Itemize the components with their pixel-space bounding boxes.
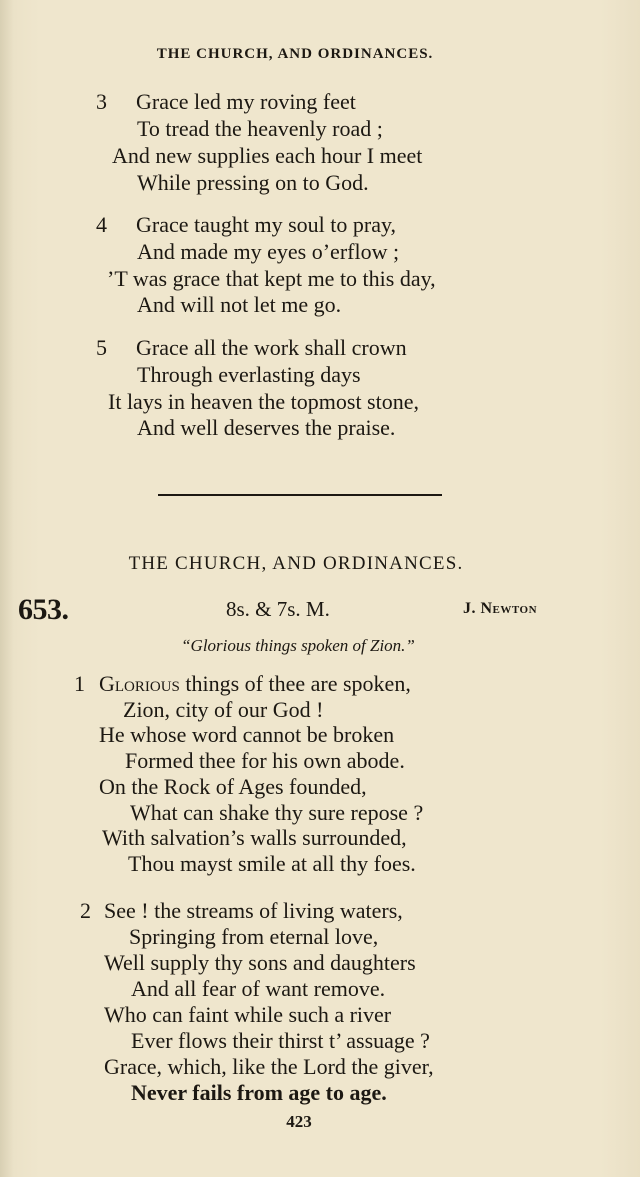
verse-line [99,671,411,697]
page-number: 423 [286,1112,312,1131]
verse-line: And will not let me go. [137,292,342,317]
verse-number: 5 [96,335,107,360]
verse-line: Grace led my roving feet [136,89,356,114]
verse-line: What can shake thy sure repose ? [130,800,424,825]
hymn-number: 653. [18,593,69,626]
verse-line: Springing from eternal love, [129,924,379,949]
verse-line: And new supplies each hour I meet [112,143,423,168]
verse-first-word: Glorious [99,671,180,696]
verse-line: Grace all the work shall crown [136,335,407,360]
verse-number: 3 [96,89,107,114]
verse-line: While pressing on to God. [137,170,369,195]
hymn-meter: 8s. & 7s. M. [226,597,330,621]
verse-number: 2 [80,898,91,923]
hymn-author: J. Newton [463,600,538,617]
verse-line: Grace, which, like the Lord the giver, [104,1054,434,1079]
verse-first-rest: things of thee are spoken, [179,671,411,696]
verse-line: Grace taught my soul to pray, [136,212,397,237]
verse-line: And all fear of want remove. [131,976,386,1001]
verse-line: Through everlasting days [137,362,361,387]
verse-line: On the Rock of Ages founded, [99,774,367,799]
verse-line: Never fails from age to age. [131,1080,387,1105]
section-title: THE CHURCH, AND ORDINANCES. [128,553,464,574]
verse-line: Formed thee for his own abode. [125,748,405,773]
section-divider [158,494,442,496]
verse-line: He whose word cannot be broken [99,722,395,747]
hymn-epigraph: “Glorious things spoken of Zion.” [181,636,415,655]
verse-line: Ever flows their thirst t’ assuage ? [131,1028,430,1053]
verse-line: And made my eyes o’erflow ; [137,239,400,264]
verse-number: 1 [74,671,85,696]
verse-line: Well supply thy sons and daughters [104,950,416,975]
verse-line: Thou mayst smile at all thy foes. [128,851,416,876]
verse-line: ’T was grace that kept me to this day, [107,266,436,291]
verse-line: To tread the heavenly road ; [137,116,383,141]
verse-line: Who can faint while such a river [104,1002,392,1027]
verse-number: 4 [96,212,107,237]
verse-line: Zion, city of our God ! [123,697,324,722]
verse-line: See ! the streams of living waters, [104,898,403,923]
verse-line: It lays in heaven the topmost stone, [108,389,419,414]
running-head: THE CHURCH, AND ORDINANCES. [156,46,434,62]
verse-line: With salvation’s walls surrounded, [102,825,407,850]
verse-line: And well deserves the praise. [137,415,396,440]
